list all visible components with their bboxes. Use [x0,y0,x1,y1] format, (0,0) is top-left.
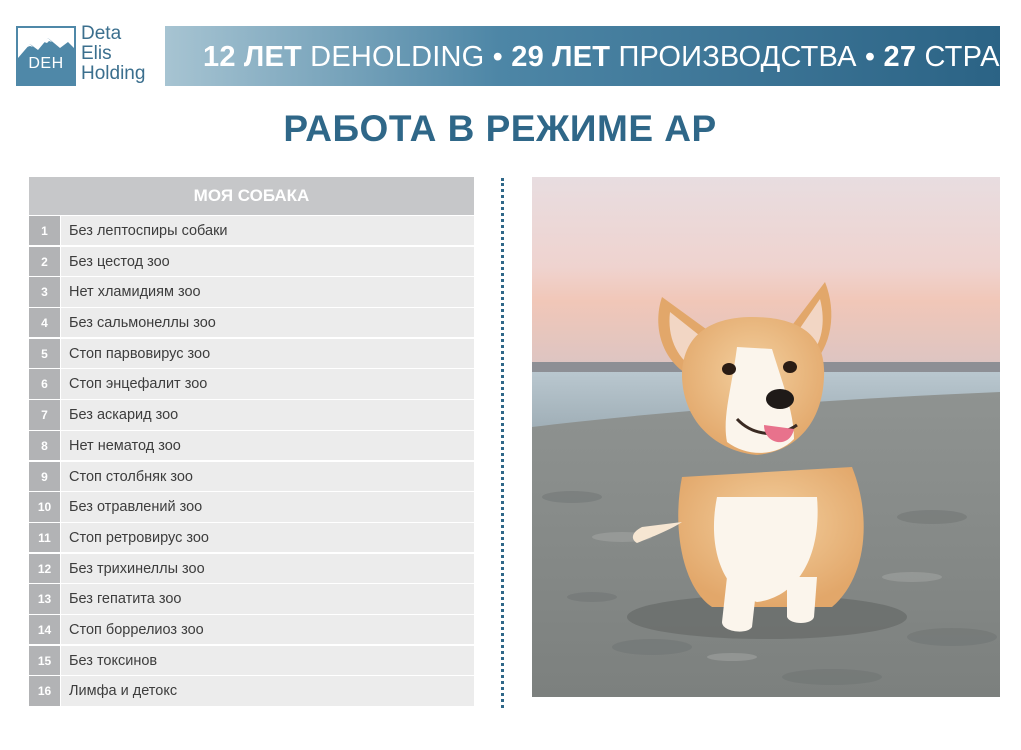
table-row [29,676,474,706]
logo-emblem [16,26,76,86]
banner-countries-count: 27 [883,41,917,73]
row-number: 7 [29,400,60,430]
row-label: Стоп парвовирус зоо [61,339,474,369]
table-row [29,492,474,522]
row-number: 6 [29,369,60,399]
row-label: Без токсинов [61,646,474,676]
row-label: Без трихинеллы зоо [61,554,474,584]
table-row [29,615,474,645]
row-number: 11 [29,523,60,553]
table-row [29,646,474,676]
logo-name-line-2: Elis [81,43,112,64]
table-row [29,523,474,553]
row-number: 4 [29,308,60,338]
row-number: 9 [29,462,60,492]
row-label: Стоп столбняк зоо [61,462,474,492]
row-number: 14 [29,615,60,645]
header-banner [165,26,1021,86]
banner-countries: СТРАН [916,41,1021,73]
table-row [29,431,474,461]
row-label: Без лептоспиры собаки [61,216,474,246]
row-number: 15 [29,646,60,676]
table-row [29,554,474,584]
banner-text [203,26,1021,86]
row-label: Без отравлений зоо [61,492,474,522]
row-number: 12 [29,554,60,584]
row-number: 16 [29,676,60,706]
row-number: 8 [29,431,60,461]
row-number: 2 [29,247,60,277]
table-header: МОЯ СОБАКА [29,177,474,215]
logo-mark-text: DEH [28,55,64,72]
row-label: Нет нематод зоо [61,431,474,461]
row-number: 5 [29,339,60,369]
row-label: Без аскарид зоо [61,400,474,430]
table-row [29,462,474,492]
table-row [29,277,474,307]
table-row [29,247,474,277]
logo-name-line-1: Deta [81,23,122,44]
page-title: РАБОТА В РЕЖИМЕ АР [283,108,717,149]
program-table [29,177,474,707]
logo-company-name [81,24,145,84]
table-row [29,216,474,246]
table-row [29,308,474,338]
row-number: 13 [29,584,60,614]
row-label: Нет хламидиям зоо [61,277,474,307]
table-row [29,369,474,399]
dotted-divider [501,178,504,708]
company-logo [16,23,161,88]
table-row [29,400,474,430]
row-number: 10 [29,492,60,522]
banner-years-company: 12 ЛЕТ [203,41,302,73]
table-row [29,339,474,369]
banner-company: DEHOLDING • [301,41,512,73]
logo-name-line-3: Holding [81,63,146,84]
row-label: Без гепатита зоо [61,584,474,614]
dog-photo [532,177,1000,697]
banner-years-production: 29 ЛЕТ [511,41,611,73]
table-row [29,584,474,614]
row-number: 3 [29,277,60,307]
row-label: Без сальмонеллы зоо [61,308,474,338]
row-label: Лимфа и детокс [61,676,474,706]
row-label: Стоп боррелиоз зоо [61,615,474,645]
banner-production: ПРОИЗВОДСТВА • [610,41,884,73]
row-label: Стоп энцефалит зоо [61,369,474,399]
row-label: Стоп ретровирус зоо [61,523,474,553]
row-label: Без цестод зоо [61,247,474,277]
row-number: 1 [29,216,60,246]
table-body [29,216,474,707]
